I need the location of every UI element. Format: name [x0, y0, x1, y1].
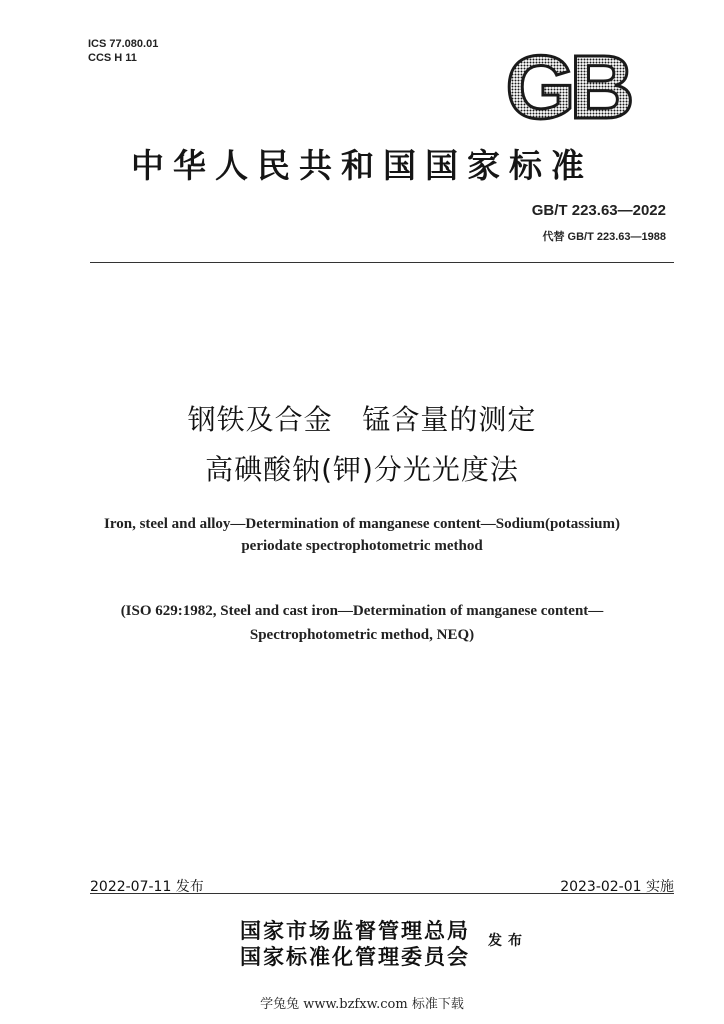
ccs-code: CCS H 11	[88, 52, 137, 64]
ics-code: ICS 77.080.01	[88, 38, 159, 50]
issuer-sac: 国家标准化管理委员会	[240, 944, 470, 969]
chinese-title-line-1: 钢铁及合金 锰含量的测定	[187, 403, 537, 436]
footer-watermark[interactable]: 学兔兔 www.bzfxw.com 标准下载	[260, 997, 464, 1012]
header-divider	[90, 262, 674, 263]
issue-date: 2022-07-11 发布	[90, 879, 204, 895]
gb-logo-text: GB	[505, 46, 629, 126]
iso-reference-line-1: (ISO 629:1982, Steel and cast iron—Determination of manganese content—	[120, 603, 604, 619]
standard-number: GB/T 223.63—2022	[531, 202, 666, 219]
gb-logo	[496, 46, 638, 126]
english-title-line-2: periodate spectrophotometric method	[241, 538, 483, 554]
national-standard-title: 中华人民共和国国家标准	[131, 146, 593, 185]
iso-reference-line-2: Spectrophotometric method, NEQ)	[249, 627, 475, 643]
chinese-title-line-2: 高碘酸钠(钾)分光光度法	[205, 453, 519, 486]
english-title-line-1: Iron, steel and alloy—Determination of manganese content—Sodium(potassium)	[104, 516, 620, 532]
issuer-samr: 国家市场监督管理总局	[240, 918, 470, 943]
footer-divider	[90, 893, 674, 894]
implementation-date: 2023-02-01 实施	[560, 879, 674, 895]
issue-verb: 发布	[488, 933, 528, 949]
replaces-standard: 代替 GB/T 223.63—1988	[542, 231, 666, 243]
